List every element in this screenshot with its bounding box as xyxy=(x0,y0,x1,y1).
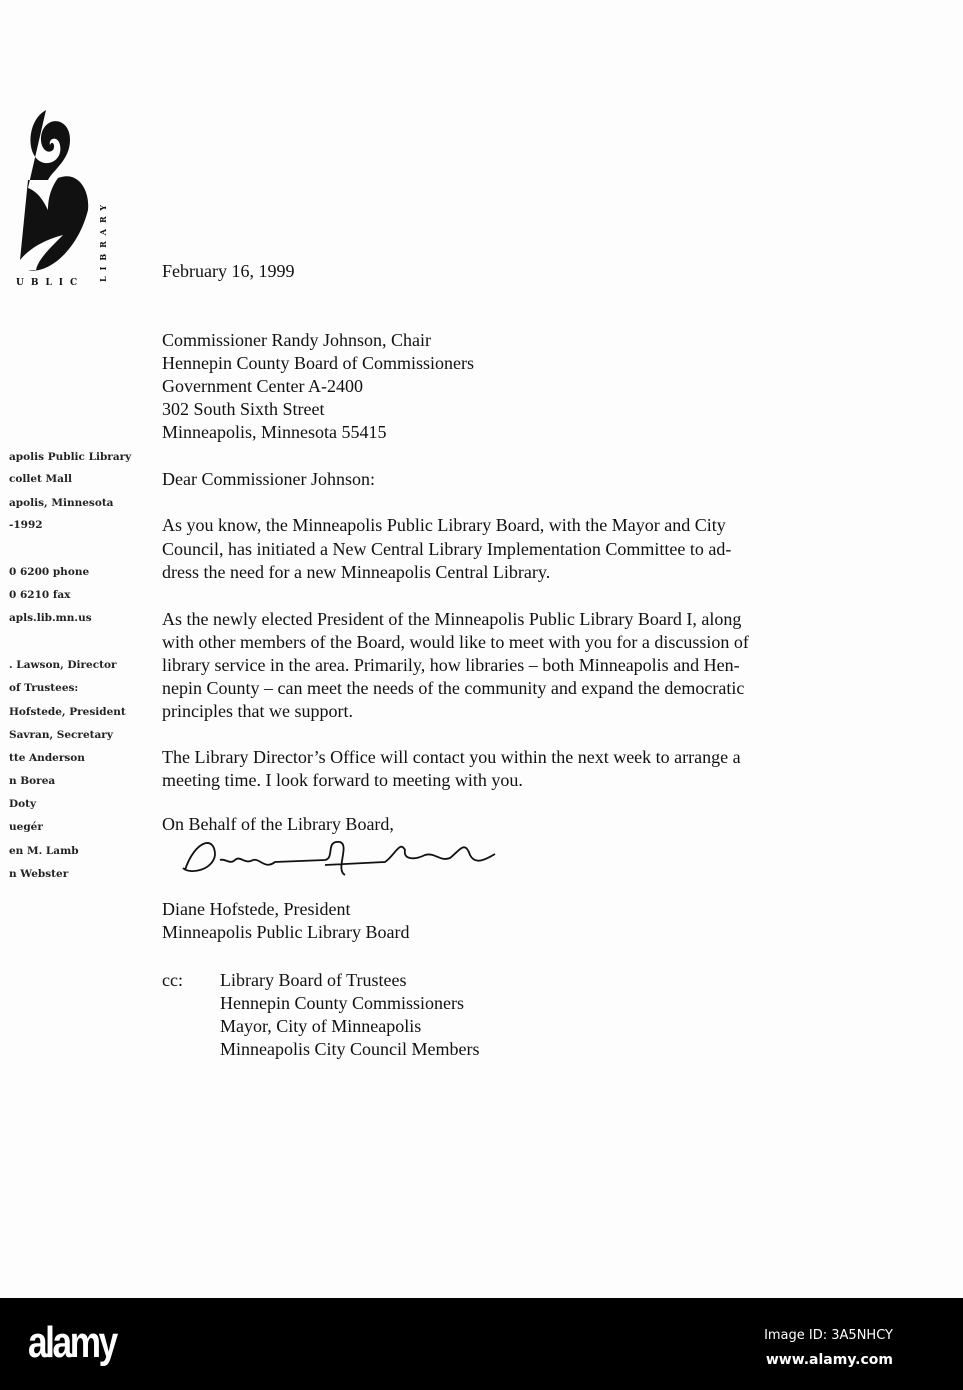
text-line: As you know, the Minneapolis Public Library Board, with the Mayor and City xyxy=(162,515,726,535)
sidebar-line: collet Mall xyxy=(9,473,72,485)
library-logo xyxy=(8,100,118,290)
letter-date: February 16, 1999 xyxy=(162,261,295,281)
sidebar-line: uegér xyxy=(9,821,43,833)
text-line: meeting time. I look forward to meeting with you. xyxy=(162,770,523,790)
sidebar-line: apolis, Minnesota xyxy=(9,497,114,509)
signer-line: Minneapolis Public Library Board xyxy=(162,922,410,942)
text-line: Council, has initiated a New Central Library Implementation Committee to ad- xyxy=(162,539,732,559)
text-line: The Library Director’s Office will contact you within the next week to arrange a xyxy=(162,747,741,767)
sidebar-line: apls.lib.mn.us xyxy=(9,612,92,624)
text-line: dress the need for a new Minneapolis Central Library. xyxy=(162,562,551,582)
address-line: Government Center A-2400 xyxy=(162,376,363,396)
sidebar-line: n Webster xyxy=(9,868,69,880)
watermark-footer xyxy=(0,1298,963,1390)
cc-recipient: Hennepin County Commissioners xyxy=(220,993,464,1013)
sidebar-line: n Borea xyxy=(9,775,56,787)
sidebar-line: 0 6210 fax xyxy=(9,589,71,601)
cc-recipient: Mayor, City of Minneapolis xyxy=(220,1016,422,1036)
cc-label: cc: xyxy=(162,970,183,990)
sidebar-line: Savran, Secretary xyxy=(9,729,113,741)
alamy-logo: alamy xyxy=(28,1318,116,1367)
closing: On Behalf of the Library Board, xyxy=(162,814,394,834)
sidebar-line: Doty xyxy=(9,798,37,810)
image-id: Image ID: 3A5NHCY xyxy=(764,1328,893,1343)
signer-line: Diane Hofstede, President xyxy=(162,899,351,919)
svg-text:LIBRARY: LIBRARY xyxy=(98,198,108,282)
sidebar-line: . Lawson, Director xyxy=(9,659,117,671)
svg-text:UBLIC: UBLIC xyxy=(16,278,85,288)
address-line: Commissioner Randy Johnson, Chair xyxy=(162,330,431,350)
text-line: with other members of the Board, would like to meet with you for a discussion of xyxy=(162,632,749,652)
sidebar-line: en M. Lamb xyxy=(9,845,79,857)
sidebar-line: apolis Public Library xyxy=(9,451,132,463)
sidebar-line: 0 6200 phone xyxy=(9,566,90,578)
text-line: library service in the area. Primarily, how libraries – both Minneapolis and Hen- xyxy=(162,655,740,675)
salutation: Dear Commissioner Johnson: xyxy=(162,469,375,489)
footer-url: www.alamy.com xyxy=(765,1352,893,1368)
sidebar-line: -1992 xyxy=(9,519,43,531)
cc-recipient: Library Board of Trustees xyxy=(220,970,407,990)
text-line: As the newly elected President of the Minneapolis Public Library Board I, along xyxy=(162,609,742,629)
sidebar-line: of Trustees: xyxy=(9,682,79,694)
sidebar-line: Hofstede, President xyxy=(9,706,126,718)
cc-recipient: Minneapolis City Council Members xyxy=(220,1039,480,1059)
sidebar-line: tte Anderson xyxy=(9,752,85,764)
address-line: Minneapolis, Minnesota 55415 xyxy=(162,422,387,442)
address-line: Hennepin County Board of Commissioners xyxy=(162,353,474,373)
text-line: nepin County – can meet the needs of the community and expand the democratic xyxy=(162,678,745,698)
signature xyxy=(175,830,505,890)
text-line: principles that we support. xyxy=(162,701,353,721)
address-line: 302 South Sixth Street xyxy=(162,399,325,419)
